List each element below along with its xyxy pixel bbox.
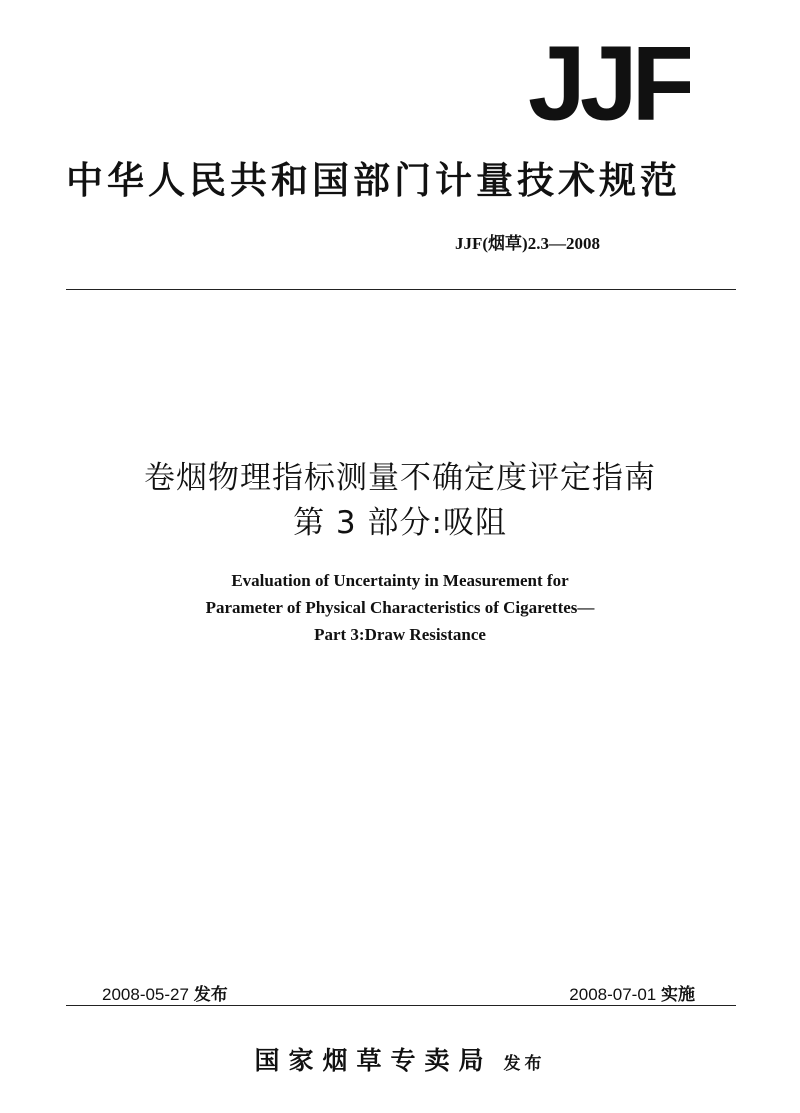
english-title-line-1: Evaluation of Uncertainty in Measurement for bbox=[231, 571, 569, 590]
top-divider bbox=[66, 289, 736, 290]
english-title-line-2: Parameter of Physical Characteristics of Cigarettes— bbox=[205, 598, 595, 617]
issue-label: 发布 bbox=[193, 985, 228, 1005]
issue-date: 2008-05-27 bbox=[102, 985, 189, 1004]
issue-date-block bbox=[102, 980, 228, 1005]
issuer-block bbox=[0, 1041, 800, 1077]
english-title-line-3: Part 3:Draw Resistance bbox=[314, 625, 486, 644]
bottom-divider bbox=[66, 1005, 736, 1006]
implement-date: 2008-07-01 bbox=[569, 985, 657, 1004]
implement-label: 实施 bbox=[661, 985, 695, 1005]
chinese-title-line-1: 卷烟物理指标测量不确定度评定指南 bbox=[144, 460, 656, 496]
jjf-logo: JJF bbox=[528, 45, 690, 123]
issuer-action: 发布 bbox=[503, 1054, 546, 1074]
issuer-name: 国家烟草专卖局 bbox=[254, 1046, 493, 1075]
standard-number: JJF(烟草)2.3—2008 bbox=[455, 234, 600, 253]
chinese-title-line-2: 第 3 部分:吸阻 bbox=[293, 505, 507, 541]
implement-date-block bbox=[569, 980, 695, 1005]
organization-title: 中华人民共和国部门计量技术规范 bbox=[66, 158, 681, 202]
